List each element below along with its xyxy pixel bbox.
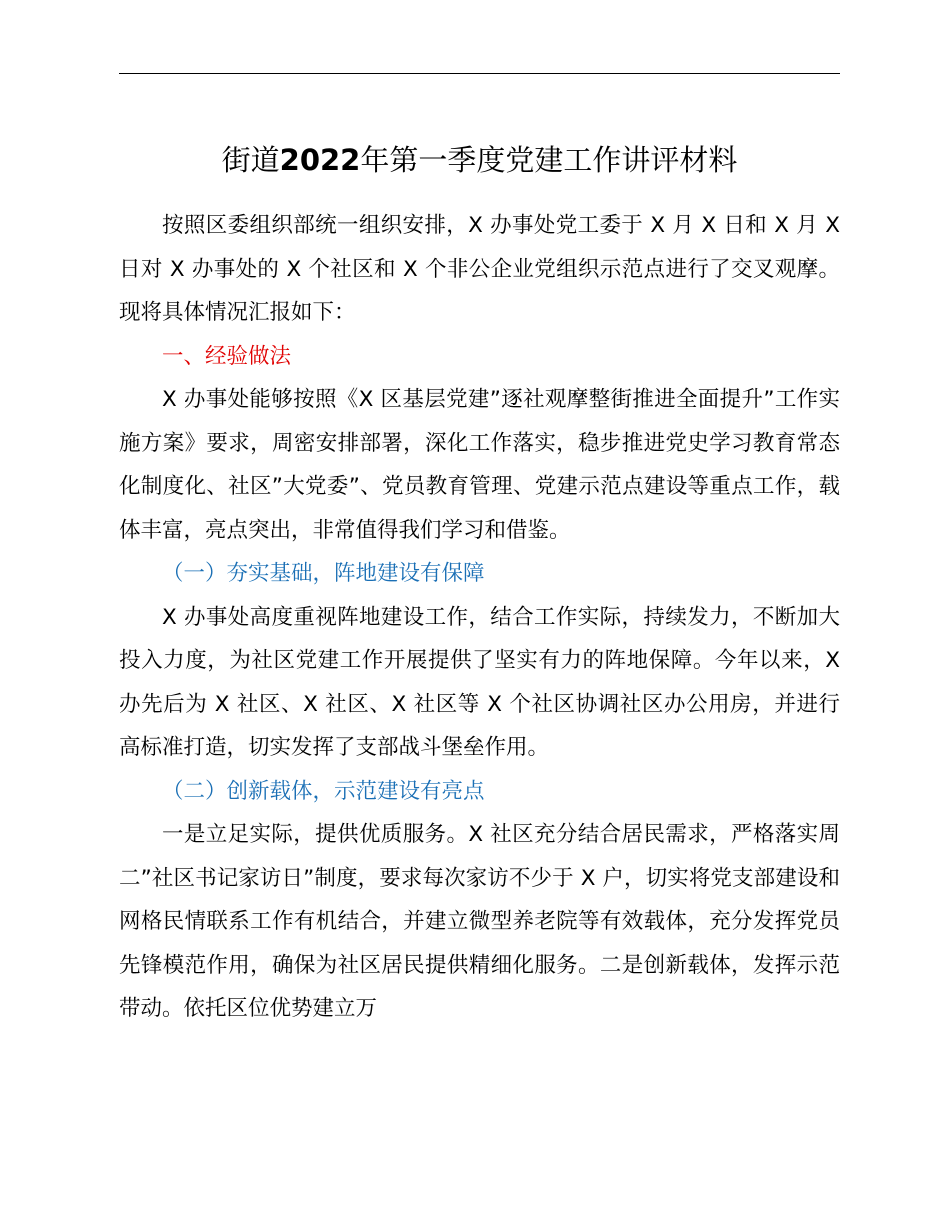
title-suffix: 年第一季度党建工作讲评材料 <box>360 143 738 177</box>
foundation-paragraph: X 办事处高度重视阵地建设工作，结合工作实际，持续发力，不断加大投入力度，为社区党建工作开展提供了坚实有力的阵地保障。今年以来，X 办先后为 X 社区、X 社区、X 社区等 X 个社区协调社区办公用房，并进行高标准打造，切实发挥了支部战斗堡垒作用。 <box>119 604 840 760</box>
title-year: 2022 <box>279 143 361 177</box>
title-prefix: 街道 <box>221 143 280 177</box>
experience-paragraph: X 办事处能够按照《X 区基层党建”逐社观摩整街推进全面提升”工作实施方案》要求，周密安排部署，深化工作落实，稳步推进党史学习教育常态化制度化、社区”大党委”、党员教育管理、党建示范点建设等重点工作，载体丰富，亮点突出，非常值得我们学习和借鉴。 <box>119 387 840 543</box>
innovation-paragraph: 一是立足实际，提供优质服务。X 社区充分结合居民需求，严格落实周二”社区书记家访日”制度，要求每次家访不少于 X 户，切实将党支部建设和网格民情联系工作有机结合，并建立微型养老院等有效载体，充分发挥党员先锋模范作用，确保为社区居民提供精细化服务。二是创新载体，发挥示范带动。依托区位优势建立万 <box>119 822 840 1021</box>
document-body <box>119 130 840 1031</box>
subsection-heading-innovation: （二）创新载体，示范建设有亮点 <box>162 778 485 804</box>
intro-paragraph: 按照区委组织部统一组织安排，X 办事处党工委于 X 月 X 日和 X 月 X 日对 X 办事处的 X 个社区和 X 个非公企业党组织示范点进行了交叉观摩。现将具体情况汇报如下： <box>119 213 840 325</box>
subsection-heading-foundation: （一）夯实基础，阵地建设有保障 <box>162 561 485 586</box>
document-title <box>119 130 840 190</box>
section-heading-experience: 一、经验做法 <box>162 343 292 369</box>
header-rule <box>119 73 840 74</box>
